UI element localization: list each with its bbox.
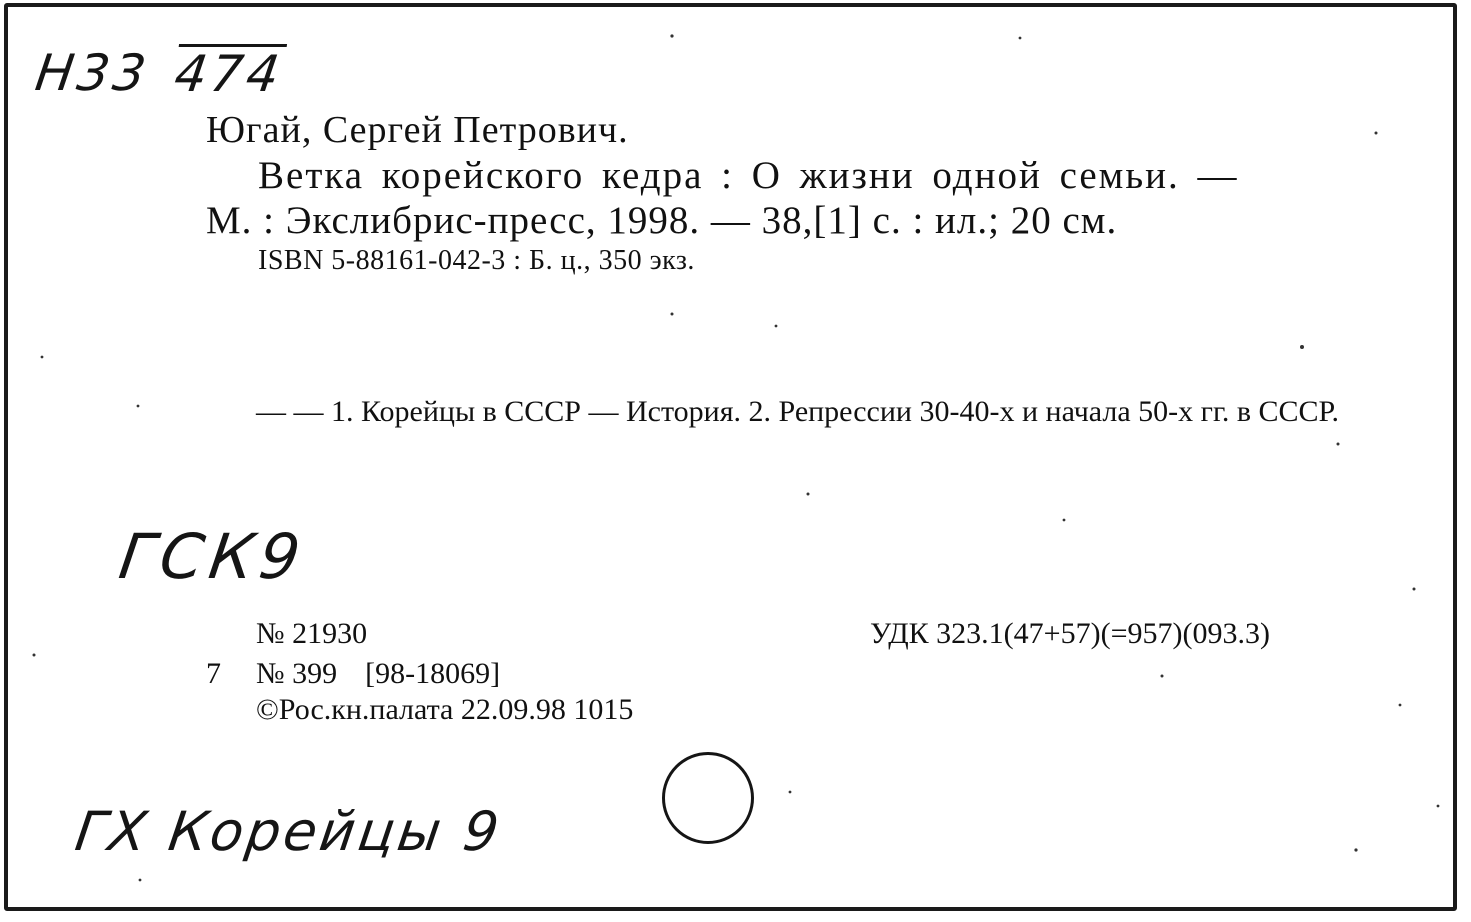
book-chamber-line: ©Рос.кн.палата 22.09.98 1015 <box>256 693 634 726</box>
handwritten-call-number <box>32 44 287 102</box>
imprint: М. : Экслибрис-пресс, 1998. — 38,[1] с. : ил.; 20 см. <box>206 199 1118 242</box>
registry-prefix: 7 <box>206 657 221 690</box>
book-title: Ветка корейского кедра : О жизни одной семьи. — <box>258 154 1239 197</box>
udk-code: УДК 323.1(47+57)(=957)(093.3) <box>870 617 1270 650</box>
call-number-fraction: 474 <box>171 45 287 103</box>
handwritten-subject-heading: ГХ Корейцы 9 <box>71 800 506 863</box>
registry-number-2: № 399 <box>256 657 338 690</box>
isbn-line: ISBN 5-88161-042-3 : Б. ц., 350 экз. <box>258 245 695 276</box>
call-number-main: Н33 <box>31 44 154 102</box>
handwritten-shelf-mark: ГСК9 <box>114 520 311 593</box>
subject-tracings: — — 1. Корейцы в СССР — История. 2. Репрессии 30-40-х и начала 50-х гг. в СССР. <box>256 395 1339 428</box>
registry-line <box>206 657 500 691</box>
registry-bracket: [98-18069] <box>365 657 501 690</box>
author-heading: Югай, Сергей Петрович. <box>206 109 629 151</box>
registry-number: № 21930 <box>256 617 368 650</box>
card-hole <box>662 752 754 844</box>
